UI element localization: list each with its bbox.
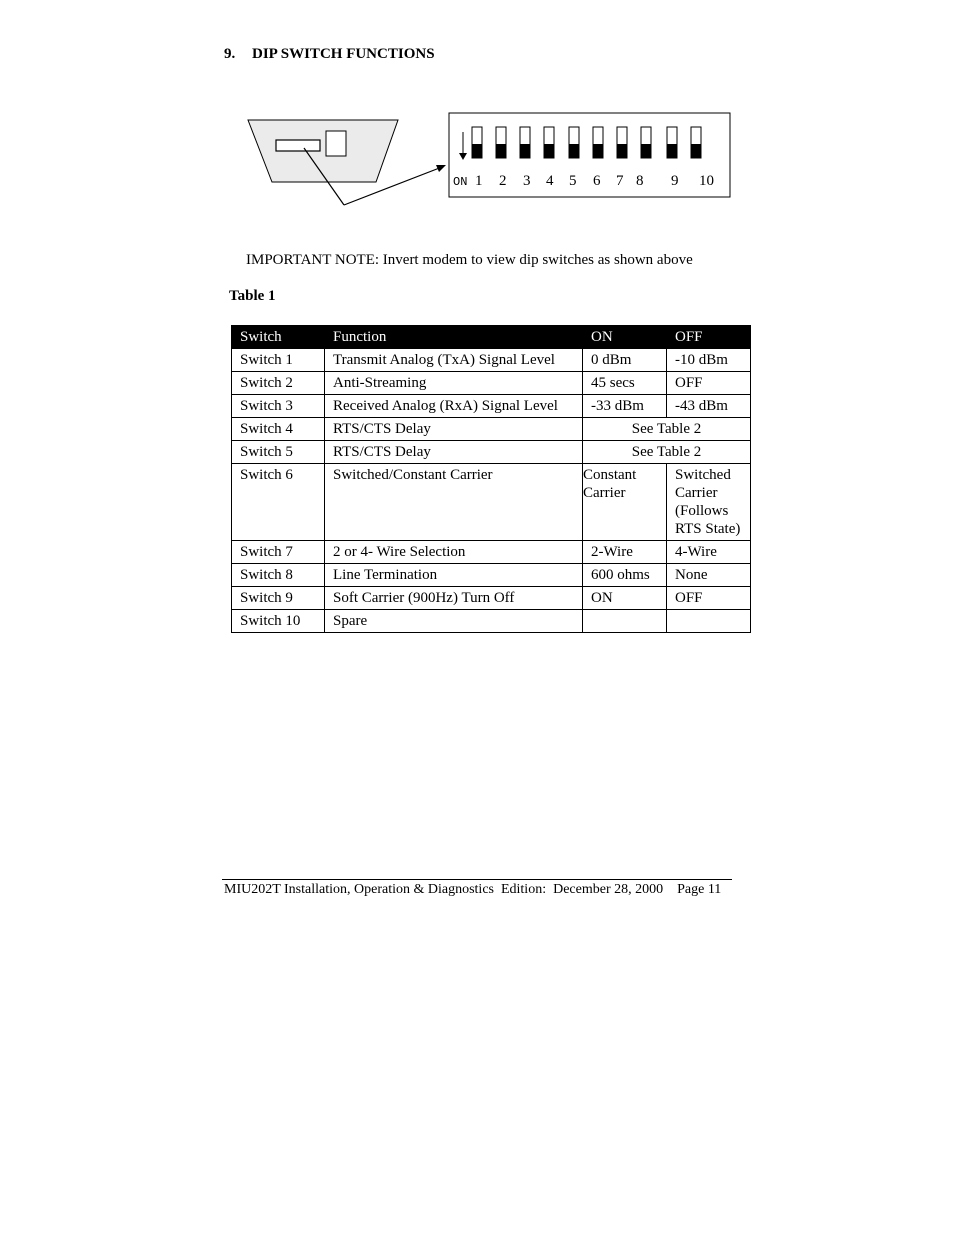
switch-number: 5 bbox=[569, 173, 577, 189]
cell-off bbox=[667, 464, 751, 541]
header-switch: Switch bbox=[232, 326, 325, 349]
switch-lever-fill bbox=[496, 144, 506, 158]
cell-switch: Switch 3 bbox=[232, 395, 325, 418]
cell-switch: Switch 8 bbox=[232, 564, 325, 587]
cell-function: 2 or 4- Wire Selection bbox=[325, 541, 583, 564]
table-header-row bbox=[232, 326, 751, 349]
cell-function: Switched/Constant Carrier bbox=[325, 464, 583, 541]
header-off: OFF bbox=[667, 326, 751, 349]
cell-on bbox=[583, 610, 667, 633]
cell-switch: Switch 10 bbox=[232, 610, 325, 633]
cell-switch: Switch 6 bbox=[232, 464, 325, 541]
switch-number: 3 bbox=[523, 173, 531, 189]
cell-on: 600 ohms bbox=[583, 564, 667, 587]
switch-number: 4 bbox=[546, 173, 554, 189]
table-row bbox=[232, 587, 751, 610]
cell-switch: Switch 7 bbox=[232, 541, 325, 564]
cell-on bbox=[583, 464, 667, 541]
table-row bbox=[232, 395, 751, 418]
switch-number: 2 bbox=[499, 173, 507, 189]
switch-lever-fill bbox=[569, 144, 579, 158]
cell-function: RTS/CTS Delay bbox=[325, 441, 583, 464]
section-number: 9. bbox=[224, 46, 236, 62]
arrowhead-icon bbox=[436, 165, 446, 172]
switch-lever-fill bbox=[617, 144, 627, 158]
switch-number: 1 bbox=[475, 173, 483, 189]
table-title: Table 1 bbox=[229, 288, 276, 304]
section-heading bbox=[224, 46, 435, 63]
cell-function: Spare bbox=[325, 610, 583, 633]
dip-switch-table bbox=[231, 325, 751, 633]
footer-rule bbox=[222, 879, 732, 880]
cell-line: Carrier bbox=[675, 485, 718, 501]
cell-function: Transmit Analog (TxA) Signal Level bbox=[325, 349, 583, 372]
cell-off: OFF bbox=[667, 587, 751, 610]
header-function: Function bbox=[325, 326, 583, 349]
table-row bbox=[232, 464, 751, 541]
switch-lever-fill bbox=[641, 144, 651, 158]
switch-lever-fill bbox=[593, 144, 603, 158]
switch-lever-fill bbox=[667, 144, 677, 158]
cell-switch: Switch 2 bbox=[232, 372, 325, 395]
cell-switch: Switch 4 bbox=[232, 418, 325, 441]
table-row bbox=[232, 349, 751, 372]
table-row bbox=[232, 372, 751, 395]
cell-off: OFF bbox=[667, 372, 751, 395]
important-note: IMPORTANT NOTE: Invert modem to view dip switches as shown above bbox=[246, 252, 693, 268]
cell-function: Anti-Streaming bbox=[325, 372, 583, 395]
switch-lever-fill bbox=[544, 144, 554, 158]
table-row bbox=[232, 610, 751, 633]
on-label: ON bbox=[453, 175, 468, 189]
cell-function: Soft Carrier (900Hz) Turn Off bbox=[325, 587, 583, 610]
table-row bbox=[232, 418, 751, 441]
cell-function: RTS/CTS Delay bbox=[325, 418, 583, 441]
cell-off: 4-Wire bbox=[667, 541, 751, 564]
cell-line: RTS State) bbox=[675, 521, 741, 537]
switch-lever-fill bbox=[691, 144, 701, 158]
cell-off: None bbox=[667, 564, 751, 587]
connector-block bbox=[326, 131, 346, 156]
dip-switch-figure bbox=[246, 110, 736, 218]
dip-switch-box bbox=[449, 113, 730, 197]
switch-number: 6 bbox=[593, 173, 601, 189]
switch-number: 10 bbox=[699, 173, 714, 189]
table-row bbox=[232, 441, 751, 464]
modem-outline bbox=[248, 120, 398, 182]
header-on: ON bbox=[583, 326, 667, 349]
cell-function: Line Termination bbox=[325, 564, 583, 587]
cell-line: Constant bbox=[583, 467, 637, 483]
cell-merged: See Table 2 bbox=[583, 418, 751, 441]
cell-switch: Switch 1 bbox=[232, 349, 325, 372]
cell-off: -10 dBm bbox=[667, 349, 751, 372]
cell-merged: See Table 2 bbox=[583, 441, 751, 464]
cell-function: Received Analog (RxA) Signal Level bbox=[325, 395, 583, 418]
cell-line: Switched bbox=[675, 467, 731, 483]
cell-off bbox=[667, 610, 751, 633]
switch-lever-fill bbox=[472, 144, 482, 158]
switch-number: 9 bbox=[671, 173, 679, 189]
cell-switch: Switch 9 bbox=[232, 587, 325, 610]
page-footer: MIU202T Installation, Operation & Diagnostics Edition: December 28, 2000 Page 11 bbox=[224, 882, 722, 897]
cell-on: 2-Wire bbox=[583, 541, 667, 564]
table-row bbox=[232, 541, 751, 564]
cell-off: -43 dBm bbox=[667, 395, 751, 418]
switch-number: 8 bbox=[636, 173, 644, 189]
section-title: DIP SWITCH FUNCTIONS bbox=[252, 46, 435, 62]
cell-on: 45 secs bbox=[583, 372, 667, 395]
switch-lever-fill bbox=[520, 144, 530, 158]
cell-on: ON bbox=[583, 587, 667, 610]
table-row bbox=[232, 564, 751, 587]
cell-switch: Switch 5 bbox=[232, 441, 325, 464]
cell-on: -33 dBm bbox=[583, 395, 667, 418]
dip-switch-slot bbox=[276, 140, 320, 151]
cell-on: 0 dBm bbox=[583, 349, 667, 372]
cell-line: Carrier bbox=[583, 485, 626, 501]
cell-line: (Follows bbox=[675, 503, 729, 519]
switch-number: 7 bbox=[616, 173, 624, 189]
